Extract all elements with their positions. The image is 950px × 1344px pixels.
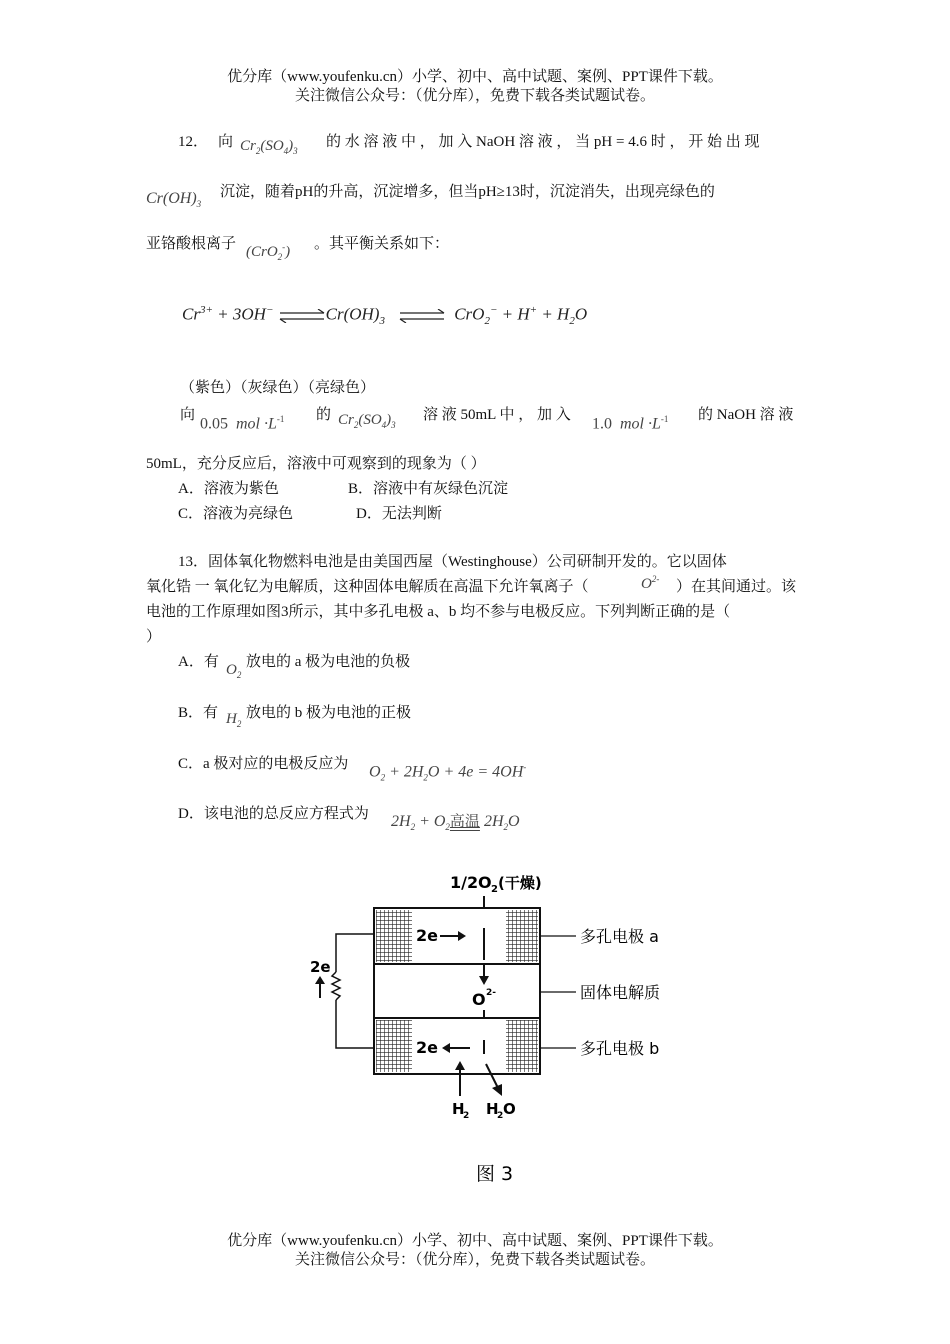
q12-option-c: C．溶液为亮绿色 — [178, 506, 294, 522]
water-label: H — [486, 1100, 499, 1118]
hydrogen-label: H — [452, 1100, 465, 1118]
svg-text:2: 2 — [497, 1111, 504, 1121]
electrolyte-label: 固体电解质 — [580, 983, 661, 1002]
q12-line-1: 的 水 溶 液 中 ， 加 入 NaOH 溶 液 ， 当 pH = 4.6 时 ， 开 始 出 现 — [326, 134, 760, 150]
electrode-b-left-pores — [376, 1020, 412, 1072]
formula-cr2so43: $Cr_2(SO_4)_3$ — [240, 138, 298, 156]
q12-line-4-a: 向 — [180, 407, 196, 423]
q12-line-3-a: 亚铬酸根离子 — [146, 236, 237, 252]
formula-o2minus: $O^{2-}$ — [641, 574, 660, 592]
q13-option-b-b: 放电的 b 极为电池的正极 — [246, 705, 412, 721]
resistor-icon — [332, 972, 340, 1000]
q13-line-3: 电池的工作原理如图3所示，其中多孔电极 a、b 均不参与电极反应。下列判断正确的是（ — [146, 604, 731, 620]
q12-line-5: 50mL，充分反应后，溶液中可观察到的现象为（ ） — [146, 456, 486, 472]
fuel-cell-diagram — [300, 868, 700, 1198]
q13-line-1: 13．固体氧化物燃料电池是由美国西屋（Westinghouse）公司研制开发的。它以固体 — [178, 554, 727, 570]
q13-option-a-b: 放电的 a 极为电池的负极 — [246, 654, 411, 670]
svg-text:O: O — [503, 1100, 516, 1118]
footer-line-2: 关注微信公众号：（优分库），免费下载各类试题试卷。 — [294, 1252, 655, 1268]
equilibrium-arrow-2-icon — [398, 309, 446, 323]
color-labels: （紫色）（灰绿色）（亮绿色） — [180, 380, 376, 396]
electrode-a-right-pores — [506, 910, 538, 962]
electron-top-label: 2e — [416, 926, 438, 945]
q12-line-3-b: 。其平衡关系如下： — [314, 236, 450, 252]
equilibrium-equation: $Cr^{3+} + 3OH^-$ $Cr(OH)_3$ $CrO_2^- + H^+ + H_2O$ — [182, 304, 588, 328]
header-line-2: 关注微信公众号：（优分库），免费下载各类试题试卷。 — [294, 88, 655, 104]
q13-option-b-a: B．有 — [178, 705, 219, 721]
oxide-ion-label: O — [472, 990, 486, 1009]
concentration-1: 0.05 mol $\cdot L^{-1}$ — [200, 414, 285, 433]
concentration-2: 1.0 mol $\cdot L^{-1}$ — [592, 414, 669, 433]
q13-line-4: ） — [146, 629, 162, 645]
external-wire-bottom — [336, 1000, 374, 1048]
svg-text:2: 2 — [463, 1111, 470, 1121]
q12-option-a: A．溶液为紫色 — [178, 481, 279, 497]
q13-line-2-b: ）在其间通过。该 — [676, 579, 797, 595]
q13-option-c: C．a 极对应的电极反应为 — [178, 756, 349, 772]
formula-croh3: $Cr(OH)_3$ — [146, 190, 202, 210]
equilibrium-arrow-1-icon — [278, 309, 326, 323]
q12-number: 12． — [178, 134, 209, 150]
formula-cro2: (CrO$_2$-) — [246, 242, 291, 262]
q12-line-2: 沉淀，随着pH的升高，沉淀增多，但当pH≥13时，沉淀消失，出现亮绿色的 — [220, 184, 715, 200]
q13-option-d: D．该电池的总反应方程式为 — [178, 806, 369, 822]
formula-h2: $H_2$ — [226, 711, 242, 729]
oxygen-label-o: O — [478, 873, 492, 892]
footer-line-1: 优分库（www.youfenku.cn）小学、初中、高中试题、案例、PPT课件下载。 — [227, 1233, 723, 1249]
q12-text-to: 向 — [218, 134, 234, 150]
q12-line-4-c: 溶 液 50mL 中 ， 加 入 — [423, 407, 571, 423]
formula-o2: $O_2$ — [226, 662, 242, 680]
electrode-a-label: 多孔电极 a — [580, 927, 659, 946]
formula-reaction-d: $2H_2 + O_2$高温 $2H_2O$ — [391, 813, 520, 833]
oxygen-label-fraction: 1/2 — [450, 873, 479, 892]
oxide-ion-charge: 2- — [486, 988, 496, 998]
formula-cr2so43-2: $Cr_2(SO_4)_3$ — [338, 412, 396, 430]
electrode-b-right-pores — [506, 1020, 538, 1072]
external-wire-top — [336, 934, 374, 972]
electron-bottom-label: 2e — [416, 1038, 438, 1057]
q13-line-2-a: 氧化锆 一 氧化钇为电解质，这种固体电解质在高温下允许氧离子（ — [146, 579, 589, 595]
oxygen-label-sub: 2 — [491, 884, 498, 895]
electrode-a-left-pores — [376, 910, 412, 962]
electrode-b-label: 多孔电极 b — [580, 1039, 660, 1058]
electrolyte-box — [374, 964, 540, 1018]
figure-caption: 图 3 — [476, 1163, 514, 1185]
q13-option-a-a: A．有 — [178, 654, 219, 670]
formula-reaction-c: $O_2 + 2H_2O + 4e = 4OH^-$ — [369, 762, 527, 783]
q12-option-b: B．溶液中有灰绿色沉淀 — [348, 481, 509, 497]
header-line-1: 优分库（www.youfenku.cn）小学、初中、高中试题、案例、PPT课件下载。 — [227, 69, 723, 85]
q12-line-4-b: 的 — [316, 407, 332, 423]
q12-line-4-d: 的 NaOH 溶 液 — [698, 407, 794, 423]
q12-option-d: D．无法判断 — [356, 506, 442, 522]
external-electron-label: 2e — [310, 958, 331, 976]
oxygen-label-dry: (干燥) — [498, 874, 542, 892]
